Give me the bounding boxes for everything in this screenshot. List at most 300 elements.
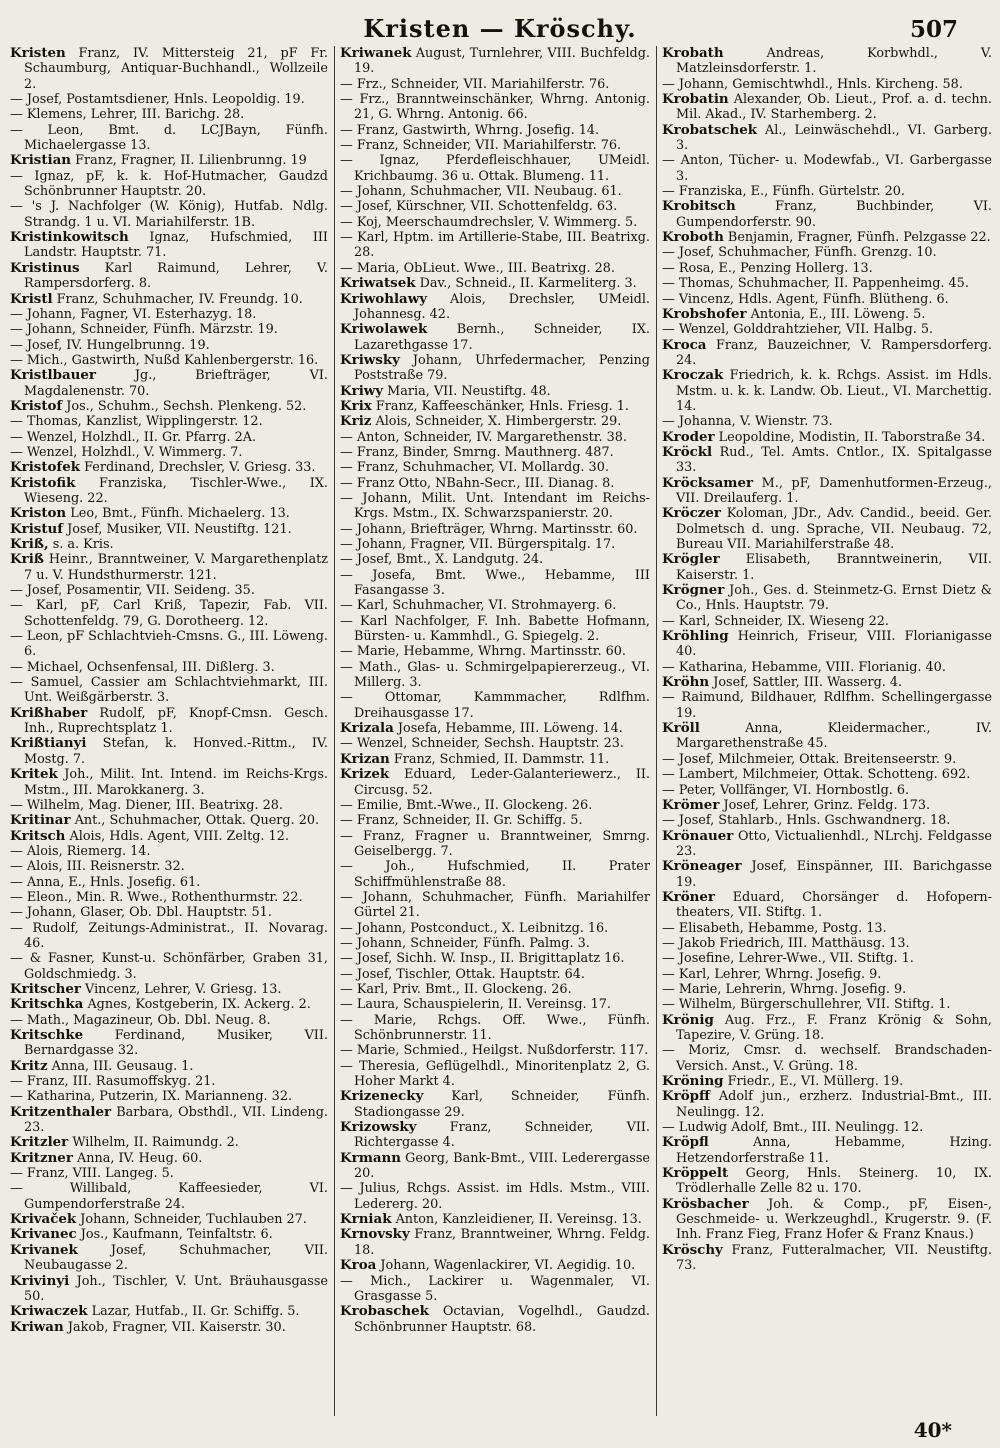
signature-mark: 40* (913, 1418, 952, 1442)
directory-entry (340, 414, 650, 429)
entry-details: — Anton, Tücher- u. Modewfab., VI. Garbergasse 3. (662, 153, 992, 184)
entry-surname: Kröneager (662, 858, 742, 875)
entry-details: — Josef, Schuhmacher, Fünfh. Grenzg. 10. (662, 245, 937, 261)
entry-surname: Krivanec (10, 1226, 77, 1243)
entry-details: Eduard, Leder-Galanteriewerz., II. Circusg. 52. (354, 767, 650, 798)
directory-entry (10, 982, 328, 997)
directory-entry (340, 460, 650, 475)
directory-entry (10, 1151, 328, 1166)
entry-details: — Elisabeth, Hebamme, Postg. 13. (662, 920, 887, 936)
entry-surname: Kristen (10, 46, 66, 61)
entry-details: — Alois, Riemerg. 14. (10, 843, 151, 859)
entry-details: Karl, Schneider, Fünfh. Stadiongasse 29. (354, 1089, 650, 1120)
entry-details: — Johanna, V. Wienstr. 73. (662, 414, 833, 430)
entry-details: Agnes, Kostgeberin, IX. Ackerg. 2. (87, 997, 311, 1013)
directory-entry (10, 230, 328, 261)
directory-entry (340, 552, 650, 567)
column-left (10, 46, 328, 1416)
directory-entry (10, 1166, 328, 1181)
entry-details: — Marie, Rchgs. Off. Wwe., Fünfh. Schönbrunnerstr. 11. (340, 1012, 650, 1043)
entry-surname: Kriz (340, 413, 372, 430)
entry-surname: Krömer (662, 796, 720, 813)
entry-details: Benjamin, Fragner, Fünfh. Pelzgasse 22. (727, 230, 991, 246)
entry-details: — Franz, Binder, Smrng. Mauthnerg. 487. (340, 444, 614, 460)
entry-details: — Ignaz, Pferdefleischhauer, UMeidl. Krichbaumg. 36 u. Ottak. Blumeng. 11. (340, 153, 650, 184)
directory-entry (340, 1181, 650, 1212)
entry-details: — Vincenz, Hdls. Agent, Fünfh. Blütheng. 6. (662, 291, 949, 307)
entry-details: Franz, Bauzeichner, V. Rampersdorferg. 24. (676, 337, 992, 368)
directory-entry (340, 153, 650, 184)
entry-details: — Johann, Schneider, Fünfh. Palmg. 3. (340, 935, 590, 951)
column-middle (340, 46, 650, 1416)
entry-details: — Karl, pF, Carl Kriß, Tapezir, Fab. VII. Schottenfeldg. 79, G. Dorotheerg. 12. (10, 598, 328, 629)
directory-entry (340, 1212, 650, 1227)
entry-details: Ferdinand, Musiker, VII. Bernardgasse 32. (24, 1028, 328, 1059)
entry-details: — Wenzel, Golddrahtzieher, VII. Halbg. 5. (662, 322, 934, 338)
entry-details: — Wilhelm, Bürgerschullehrer, VII. Stiftg. 1. (662, 997, 951, 1013)
entry-details: Maria, VII. Neustiftg. 48. (387, 383, 551, 399)
directory-entry (662, 982, 992, 997)
directory-entry (340, 46, 650, 77)
entry-details: Friedrich, k. k. Rchgs. Assist. im Hdls. Mstm. u. k. k. Landw. Ob. Lieut., VI. Marchettig. 14. (676, 368, 992, 414)
entry-details: Octavian, Vogelhdl., Gaudzd. Schönbrunner Hauptstr. 68. (354, 1304, 650, 1335)
entry-surname: Kristl (10, 290, 53, 307)
directory-entry (340, 614, 650, 645)
directory-entry (10, 875, 328, 890)
entry-details: — Franz, Schuhmacher, VI. Mollardg. 30. (340, 460, 609, 476)
directory-entry (10, 1243, 328, 1274)
directory-entry (662, 798, 992, 813)
entry-details: Josef, Schuhmacher, VII. Neubaugasse 2. (24, 1242, 328, 1274)
entry-details: — Karl, Hptm. im Artillerie-Stabe, III. Beatrixg. 28. (340, 230, 650, 261)
entry-details: — Frz., Branntweinschänker, Whrng. Antonig. 21, G. Whrng. Antonig. 66. (340, 92, 650, 123)
directory-entry (662, 552, 992, 583)
directory-entry (10, 736, 328, 767)
directory-entry (10, 706, 328, 737)
directory-entry (10, 522, 328, 537)
entry-surname: Kroboth (662, 229, 724, 246)
entry-surname: Krobatin (662, 91, 729, 108)
directory-entry (340, 1258, 650, 1273)
directory-entry (10, 107, 328, 122)
directory-entry (340, 522, 650, 537)
entry-details: Andreas, Korbwhdl., V. Matzleinsdorferstr. 1. (676, 46, 992, 77)
directory-entry (10, 1028, 328, 1059)
entry-surname: Kriwatsek (340, 275, 416, 292)
entry-surname: Kritinar (10, 812, 71, 829)
entry-details: Franz, Schmied, II. Dammstr. 11. (393, 751, 610, 767)
entry-surname: Krißhaber (10, 704, 88, 721)
entry-details: — Marie, Hebamme, Whrng. Martinsstr. 60. (340, 644, 626, 660)
entry-details: — Anna, E., Hnls. Josefig. 61. (10, 874, 201, 890)
directory-entry (10, 1227, 328, 1242)
directory-entry (662, 46, 992, 77)
entry-details: — Wenzel, Schneider, Sechsh. Hauptstr. 23. (340, 736, 624, 752)
entry-surname: Kriß (10, 551, 44, 568)
directory-entry (10, 353, 328, 368)
entry-details: — Franziska, E., Fünfh. Gürtelstr. 20. (662, 184, 905, 200)
directory-entry (10, 660, 328, 675)
entry-surname: Kriwsky (340, 351, 400, 368)
entry-details: Georg, Hnls. Steinerg. 10, IX. Trödlerhalle Zelle 82 u. 170. (676, 1166, 992, 1197)
entry-details: — Mich., Lackirer u. Wagenmaler, VI. Grasgasse 5. (340, 1273, 650, 1304)
entry-details: Josef, Lehrer, Grinz. Feldg. 173. (723, 797, 931, 813)
entry-surname: Kröning (662, 1073, 724, 1090)
directory-entry (662, 77, 992, 92)
directory-entry (662, 1135, 992, 1166)
entry-details: — Josef, IV. Hungelbrunng. 19. (10, 337, 210, 353)
entry-details: Leo, Bmt., Fünfh. Michaelerg. 13. (70, 506, 290, 522)
directory-entry (340, 276, 650, 291)
directory-entry (340, 997, 650, 1012)
column-divider (656, 46, 657, 1416)
entry-surname: Krögner (662, 582, 725, 599)
page-number: 507 (909, 16, 958, 43)
directory-entry (340, 1227, 650, 1258)
entry-surname: Kristuf (10, 520, 64, 537)
directory-entry (340, 1151, 650, 1182)
directory-entry (662, 660, 992, 675)
entry-details: — Joh., Hufschmied, II. Prater Schiffmühlenstraße 88. (340, 859, 650, 890)
entry-surname: Kröppelt (662, 1165, 729, 1182)
entry-details: Johann, Schneider, Tuchlauben 27. (80, 1212, 307, 1228)
entry-details: Rud., Tel. Amts. Cntlor., IX. Spitalgasse 33. (676, 444, 992, 476)
entry-surname: Kriwaczek (10, 1303, 88, 1320)
directory-entry (10, 399, 328, 414)
entry-details: — Raimund, Bildhauer, Rdlfhm. Schellingergasse 19. (662, 690, 992, 721)
entry-details: — Thomas, Schuhmacher, II. Pappenheimg. 45. (662, 276, 969, 292)
entry-details: — Franz Otto, NBahn-Secr., III. Dianag. 8. (340, 475, 615, 491)
entry-details: Jos., Kaufmann, Teinfaltstr. 6. (80, 1227, 273, 1243)
entry-surname: Krösbacher (662, 1195, 749, 1212)
directory-entry (10, 445, 328, 460)
directory-entry (340, 261, 650, 276)
entry-details: — Mich., Gastwirth, Nußd Kahlenbergerstr. 16. (10, 352, 319, 368)
entry-details: — Karl, Lehrer, Whrng. Josefig. 9. (662, 966, 882, 982)
directory-entry (340, 184, 650, 199)
entry-details: — Franz, Gastwirth, Whrng. Josefig. 14. (340, 122, 600, 138)
directory-entry (340, 721, 650, 736)
entry-surname: Kröckl (662, 443, 713, 460)
directory-entry (662, 1074, 992, 1089)
entry-details: — Johann, Milit. Unt. Intendant im Reichs-Krgs. Mstm., IX. Schwarzspanierstr. 20. (340, 490, 650, 522)
directory-entry (662, 921, 992, 936)
column-divider (334, 46, 335, 1416)
entry-details: — Franz, Schneider, VII. Mariahilferstr. 76. (340, 138, 622, 154)
directory-entry (340, 690, 650, 721)
directory-entry (662, 614, 992, 629)
entry-details: — Ignaz, pF, k. k. Hof-Hutmacher, Gaudzd Schönbrunner Hauptstr. 20. (10, 168, 328, 200)
entry-details: — Ottomar, Kammmacher, Rdlfhm. Dreihausgasse 17. (340, 690, 650, 721)
entry-details: — Johann, Postconduct., X. Leibnitzg. 16. (340, 920, 609, 936)
entry-surname: Krißtianyi (10, 735, 87, 752)
directory-entry (662, 936, 992, 951)
directory-entry (340, 1120, 650, 1151)
entry-details: — Rosa, E., Penzing Hollerg. 13. (662, 260, 873, 276)
entry-details: M., pF, Damenhutformen-Erzeug., VII. Dreilauferg. 1. (676, 475, 992, 506)
directory-entry (10, 1320, 328, 1335)
entry-details: — Franz, Schneider, II. Gr. Schiffg. 5. (340, 813, 583, 829)
entry-details: — Josef, Postamtsdiener, Hnls. Leopoldig. 19. (10, 92, 305, 108)
entry-details: — Frz., Schneider, VII. Mariahilferstr. 76. (340, 76, 610, 92)
directory-entry (10, 1059, 328, 1074)
entry-details: Jakob, Fragner, VII. Kaiserstr. 30. (67, 1319, 286, 1335)
entry-details: Anton, Kanzleidiener, II. Vereinsg. 13. (395, 1212, 642, 1228)
directory-entry (10, 583, 328, 598)
entry-details: — Johann, Schneider, Fünfh. Märzstr. 19. (10, 322, 278, 338)
entry-details: Johann, Uhrfedermacher, Penzing Poststraße 79. (354, 352, 650, 384)
entry-details: Josef, Musiker, VII. Neustiftg. 121. (67, 521, 292, 537)
directory-entry (340, 936, 650, 951)
entry-surname: Kritz (10, 1057, 48, 1074)
entry-details: Antonia, E., III. Löweng. 5. (750, 306, 926, 322)
directory-entry (340, 199, 650, 214)
entry-details: — Johann, Schuhmacher, Fünfh. Mariahilfer Gürtel 21. (340, 889, 650, 921)
directory-entry (662, 445, 992, 476)
entry-details: — Josef, Kürschner, VII. Schottenfeldg. 63. (340, 199, 618, 215)
directory-entry (340, 537, 650, 552)
entry-surname: Krobitsch (662, 198, 736, 215)
entry-details: Eduard, Chorsänger d. Hofopern-theaters, VII. Stiftg. 1. (676, 889, 992, 921)
entry-surname: Krniak (340, 1211, 392, 1228)
directory-entry (10, 368, 328, 399)
entry-details: — Math., Glas- u. Schmirgelpapiererzeug., VI. Millerg. 3. (340, 659, 650, 691)
entry-details: Alois, Schneider, X. Himbergerstr. 29. (375, 414, 622, 430)
entry-details: — Josef, Bmt., X. Landgutg. 24. (340, 552, 544, 568)
entry-details: — Karl, Schneider, IX. Wieseng 22. (662, 613, 889, 629)
entry-details: — Johann, Fagner, VI. Esterhazyg. 18. (10, 306, 257, 322)
directory-entry (662, 199, 992, 230)
directory-entry (340, 123, 650, 138)
entry-surname: Krögler (662, 551, 720, 568)
entry-details: Joh., Ges. d. Steinmetz-G. Ernst Dietz & Co., Hnls. Hauptstr. 79. (676, 583, 992, 614)
entry-details: Franz, IV. Mittersteig 21, pF Fr. Schaumburg, Antiquar-Buchhandl., Wollzeile 2. (24, 46, 328, 92)
directory-entry (10, 123, 328, 154)
entry-details: Anna, Hebamme, Hzing. Hetzendorferstraße 11. (676, 1135, 992, 1166)
entry-surname: Kröczer (662, 505, 721, 522)
directory-entry (10, 1181, 328, 1212)
directory-entry (340, 859, 650, 890)
directory-entry (662, 476, 992, 507)
directory-entry (340, 1274, 650, 1305)
directory-entry (340, 1043, 650, 1058)
entry-surname: Kriston (10, 505, 67, 522)
entry-details: — Rudolf, Zeitungs-Administrat., II. Novarag. 46. (10, 920, 328, 951)
entry-surname: Kritzner (10, 1149, 73, 1166)
entry-details: Barbara, Obsthdl., VII. Lindeng. 23. (24, 1104, 328, 1136)
entry-details: — Anton, Schneider, IV. Margarethenstr. 38. (340, 429, 627, 445)
entry-details: Joh. & Comp., pF, Eisen-, Geschmeide- u. Werkzeughdl., Krugerstr. 9. (F. Inh. Franz Fieg, Franz Hofer & Franz Knaus.) (676, 1196, 992, 1243)
entry-details: — Ludwig Adolf, Bmt., III. Neulingg. 12. (662, 1120, 924, 1136)
entry-details: Anna, IV. Heug. 60. (76, 1150, 203, 1166)
directory-entry (10, 460, 328, 475)
directory-entry (10, 414, 328, 429)
entry-details: — Peter, Vollfänger, VI. Hornbostlg. 6. (662, 782, 910, 798)
directory-entry (10, 1105, 328, 1136)
entry-surname: Kristofek (10, 459, 80, 476)
directory-entry (340, 399, 650, 414)
column-right (662, 46, 992, 1416)
entry-details: — Johann, Briefträger, Whrng. Martinsstr. 60. (340, 521, 638, 537)
directory-entry (662, 690, 992, 721)
entry-details: — Theresia, Geflügelhdl., Minoritenplatz 2, G. Hoher Markt 4. (340, 1058, 650, 1090)
directory-entry (10, 1074, 328, 1089)
entry-details: — & Fasner, Kunst-u. Schönfärber, Graben 31, Goldschmiedg. 3. (10, 951, 328, 982)
directory-entry (10, 1089, 328, 1104)
directory-entry (10, 292, 328, 307)
directory-entry (662, 1043, 992, 1074)
directory-entry (340, 353, 650, 384)
directory-entry (340, 736, 650, 751)
directory-entry (10, 506, 328, 521)
directory-entry (662, 890, 992, 921)
entry-details: Josef, Einspänner, III. Barichgasse 19. (676, 859, 992, 890)
directory-entry (340, 476, 650, 491)
directory-entry (340, 767, 650, 798)
entry-details: — Katharina, Hebamme, VIII. Florianig. 40. (662, 659, 946, 675)
directory-entry (340, 813, 650, 828)
entry-details: Alois, Drechsler, UMeidl. Johannesg. 42. (354, 291, 650, 322)
entry-details: Stefan, k. Honved.-Rittm., IV. Mostg. 7. (24, 736, 328, 767)
entry-surname: Kritzler (10, 1134, 69, 1151)
entry-surname: Kroder (662, 428, 715, 445)
directory-entry (10, 46, 328, 92)
entry-details: — Lambert, Milchmeier, Ottak. Schotteng. 692. (662, 767, 971, 783)
entry-surname: Krobaschek (340, 1303, 429, 1320)
directory-entry (340, 138, 650, 153)
directory-entry (662, 859, 992, 890)
entry-surname: Kriwy (340, 382, 384, 399)
directory-entry (662, 261, 992, 276)
entry-details: — Klemens, Lehrer, III. Barichg. 28. (10, 107, 245, 123)
entry-details: — Wenzel, Holzhdl., II. Gr. Pfarrg. 2A. (10, 429, 257, 445)
entry-details: Anna, III. Geusaug. 1. (51, 1058, 194, 1074)
entry-details: Ignaz, Hufschmied, III Landstr. Hauptstr. 71. (24, 230, 328, 261)
entry-details: — Katharina, Putzerin, IX. Marianneng. 32. (10, 1089, 293, 1105)
directory-entry (340, 292, 650, 323)
entry-surname: Kristofik (10, 474, 76, 491)
directory-entry (662, 338, 992, 369)
entry-surname: Kriwohlawy (340, 290, 428, 307)
directory-entry (662, 997, 992, 1012)
directory-entry (10, 1304, 328, 1319)
directory-entry (662, 276, 992, 291)
directory-entry (662, 368, 992, 414)
entry-details: Ferdinand, Drechsler, V. Griesg. 33. (84, 460, 316, 476)
entry-surname: Kröhling (662, 628, 729, 645)
directory-entry (662, 675, 992, 690)
entry-details: Wilhelm, II. Raimundg. 2. (72, 1135, 239, 1151)
entry-surname: Kritscher (10, 980, 81, 997)
entry-surname: Krmann (340, 1149, 402, 1166)
directory-entry (662, 1013, 992, 1044)
entry-surname: Krizala (340, 720, 394, 737)
entry-details: s. a. Kris. (52, 537, 114, 552)
directory-entry (340, 1089, 650, 1120)
entry-surname: Kröhn (662, 674, 710, 691)
entry-details: Joh., Milit. Int. Intend. im Reichs-Krgs. Mstm., III. Marokkanerg. 3. (24, 767, 328, 798)
entry-surname: Krizan (340, 750, 390, 767)
entry-details: Al., Leinwäschehdl., VI. Garberg. 3. (676, 122, 992, 154)
entry-details: August, Turnlehrer, VIII. Buchfeldg. 19. (354, 46, 650, 77)
entry-surname: Krnovsky (340, 1226, 410, 1243)
page-header (0, 10, 1000, 44)
entry-surname: Krix (340, 397, 372, 414)
directory-entry (10, 767, 328, 798)
directory-entry (340, 798, 650, 813)
entry-surname: Kröner (662, 888, 715, 905)
directory-entry (662, 829, 992, 860)
directory-entry (10, 951, 328, 982)
entry-details: — Marie, Schmied., Heilgst. Nußdorferstr. 117. (340, 1043, 649, 1059)
directory-entry (340, 568, 650, 599)
directory-entry (662, 414, 992, 429)
directory-entry (10, 829, 328, 844)
entry-surname: Krivaček (10, 1211, 77, 1228)
directory-entry (662, 230, 992, 245)
directory-entry (10, 322, 328, 337)
entry-details: Jg., Briefträger, VI. Magdalenenstr. 70. (24, 368, 328, 399)
directory-entry (662, 1166, 992, 1197)
directory-entry (340, 77, 650, 92)
directory-entry (10, 1013, 328, 1028)
entry-details: Elisabeth, Branntweinerin, VII. Kaiserstr. 1. (676, 552, 992, 583)
entry-surname: Kritek (10, 766, 58, 783)
entry-details: Koloman, JDr., Adv. Candid., beeid. Ger. Dolmetsch d. ung. Sprache, VII. Neubaug. 72, Bureau VII. Mariahilferstraße 48. (676, 506, 992, 552)
entry-details: Franz, Schneider, VII. Richtergasse 4. (354, 1120, 650, 1151)
entry-details: — Moriz, Cmsr. d. wechself. Brandschaden-Versich. Anst., V. Grüng. 18. (662, 1043, 992, 1074)
entry-details: — Emilie, Bmt.-Wwe., II. Glockeng. 26. (340, 797, 593, 813)
directory-entry (10, 921, 328, 952)
entry-details: — Karl, Schuhmacher, VI. Strohmayerg. 6. (340, 598, 617, 614)
directory-entry (10, 598, 328, 629)
directory-entry (340, 890, 650, 921)
directory-entry (662, 153, 992, 184)
entry-surname: Kröpfl (662, 1134, 709, 1151)
entry-surname: Kritschka (10, 996, 84, 1013)
directory-entry (662, 767, 992, 782)
directory-entry (662, 307, 992, 322)
directory-entry (340, 921, 650, 936)
entry-details: — Jakob Friedrich, III. Matthäusg. 13. (662, 935, 910, 951)
entry-details: Franz, Kaffeeschänker, Hnls. Friesg. 1. (375, 398, 630, 414)
directory-entry (662, 430, 992, 445)
directory-entry (10, 199, 328, 230)
entry-details: Adolf jun., erzherz. Industrial-Bmt., III. Neulingg. 12. (676, 1089, 992, 1120)
entry-details: — Franz, Fragner u. Branntweiner, Smrng. Geiselbergg. 7. (340, 828, 650, 859)
directory-entry (340, 491, 650, 522)
entry-surname: Krizek (340, 766, 390, 783)
directory-entry (662, 967, 992, 982)
entry-details: Franziska, Tischler-Wwe., IX. Wieseng. 22. (24, 475, 328, 506)
directory-entry (662, 245, 992, 260)
entry-details: — Maria, ObLieut. Wwe., III. Beatrixg. 28. (340, 260, 615, 276)
entry-details: Ant., Schuhmacher, Ottak. Querg. 20. (74, 813, 320, 829)
entry-details: — 's J. Nachfolger (W. König), Hutfab. Ndlg. Strandg. 1 u. VI. Mariahilferstr. 1B. (10, 199, 328, 230)
columns-container (10, 46, 995, 1416)
entry-details: Georg, Bank-Bmt., VIII. Lederergasse 20. (354, 1150, 650, 1182)
directory-entry (10, 905, 328, 920)
entry-surname: Kröcksamer (662, 474, 754, 491)
entry-details: — Karl Nachfolger, F. Inh. Babette Hofmann, Bürsten- u. Kammhdl., G. Spiegelg. 2. (340, 613, 650, 645)
directory-entry (10, 997, 328, 1012)
directory-entry (662, 322, 992, 337)
entry-surname: Kristlbauer (10, 367, 96, 384)
entry-details: — Leon, pF Schlachtvieh-Cmsns. G., III. Löweng. 6. (10, 629, 328, 660)
entry-details: Bernh., Schneider, IX. Lazarethgasse 17. (354, 322, 650, 353)
entry-surname: Kristinus (10, 259, 80, 276)
directory-entry (662, 583, 992, 614)
